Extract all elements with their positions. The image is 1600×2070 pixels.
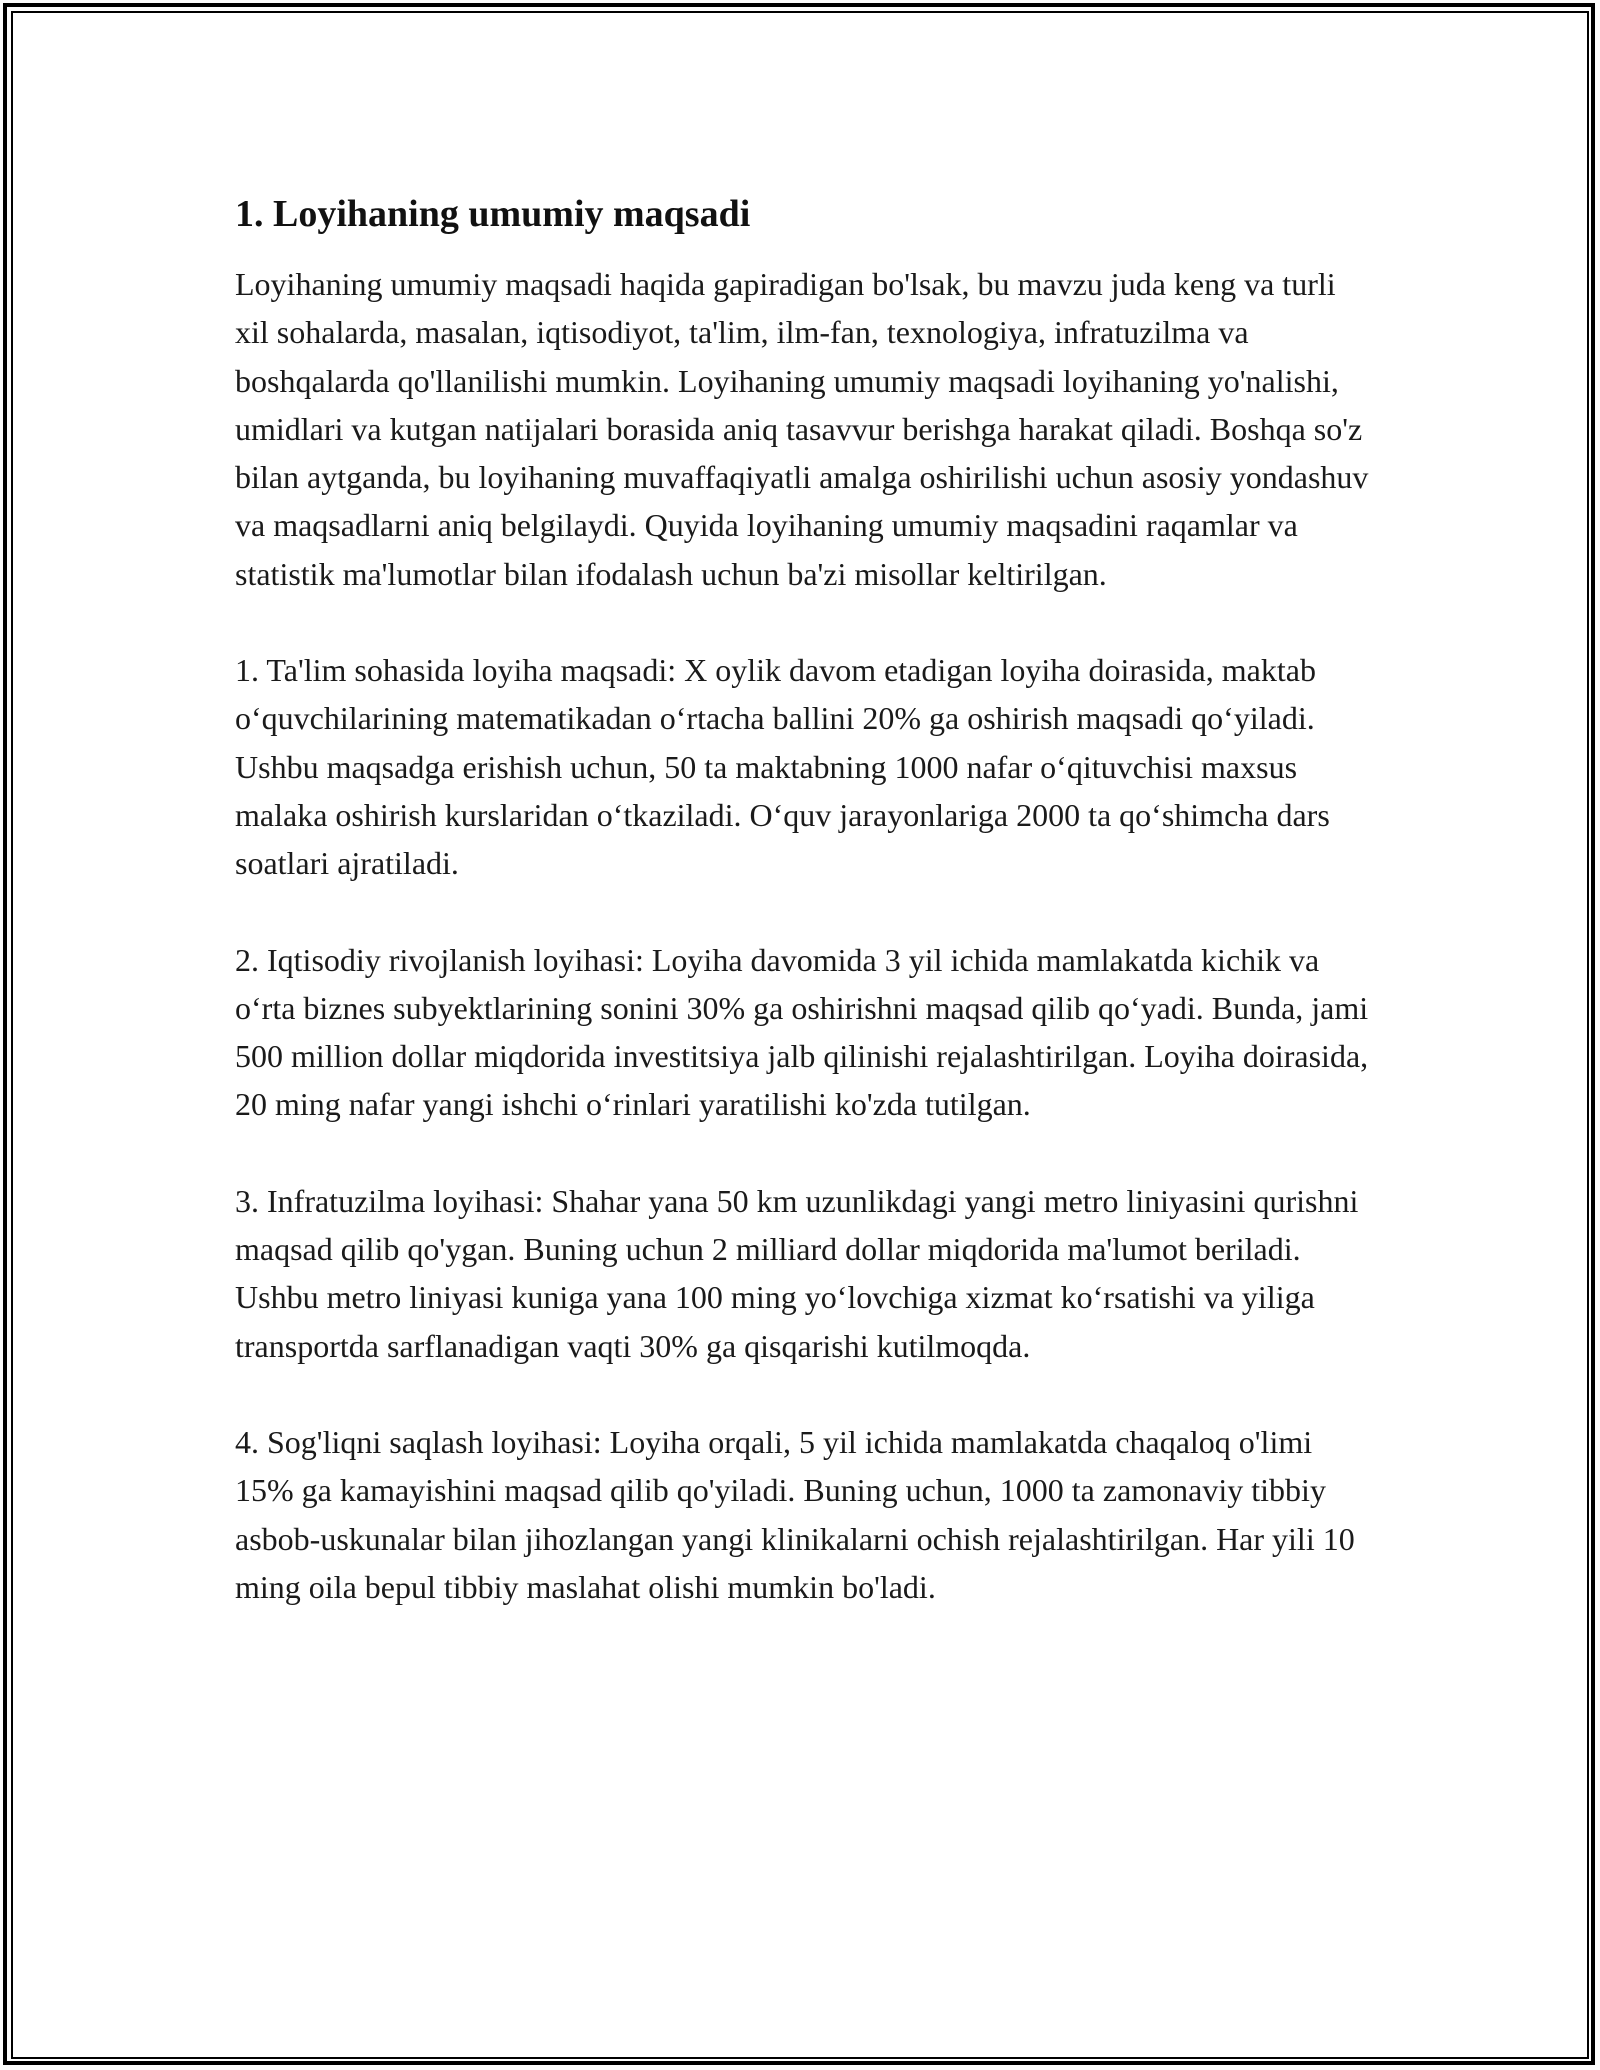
intro-paragraph: Loyihaning umumiy maqsadi haqida gapiradigan bo'lsak, bu mavzu juda keng va turli xil sohalarda, masalan, iqtisodiyot, ta'lim, ilm-fan, texnologiya, infratuzilma va boshqalarda qo'llanilishi mumkin. Loyihaning umumiy maqsadi loyihaning yo'nalishi, umidlari va kutgan natijalari borasida aniq tasavvur berishga harakat qiladi. Boshqa so'z bilan aytganda, bu loyihaning muvaffaqiyatli amalga oshirilishi uchun asosiy yondashuv va maqsadlarni aniq belgilaydi. Quyida loyihaning umumiy maqsadini raqamlar va statistik ma'lumotlar bilan ifodalash uchun ba'zi misollar keltirilgan. bbox=[235, 266, 1369, 592]
healthcare-project-paragraph: 4. Sog'liqni saqlash loyihasi: Loyiha orqali, 5 yil ichida mamlakatda chaqaloq o'limi 15% ga kamayishini maqsad qilib qo'yiladi. Buning uchun, 1000 ta zamonaviy tibbiy asbob-uskunalar bilan jihozlangan yangi klinikalarni ochish rejalashtirilgan. Har yili 10 ming oila bepul tibbiy maslahat olishi mumkin bo'ladi. bbox=[235, 1423, 1355, 1605]
economic-project-paragraph: 2. Iqtisodiy rivojlanish loyihasi: Loyiha davomida 3 yil ichida mamlakatda kichik va o‘rta biznes subyektlarining sonini 30% ga oshirishni maqsad qilib qo‘yadi. Bunda, jami 500 million dollar miqdorida investitsiya jalb qilinishi rejalashtirilgan. Loyiha doirasida, 20 ming nafar yangi ishchi o‘rinlari yaratilishi ko'zda tutilgan. bbox=[235, 941, 1369, 1123]
education-project-paragraph: 1. Ta'lim sohasida loyiha maqsadi: X oylik davom etadigan loyiha doirasida, maktab o‘quvchilarining matematikadan o‘rtacha ballini 20% ga oshirish maqsadi qo‘yiladi. Ushbu maqsadga erishish uchun, 50 ta maktabning 1000 nafar o‘qituvchisi maxsus malaka oshirish kurslaridan o‘tkaziladi. O‘quv jarayonlariga 2000 ta qo‘shimcha dars soatlari ajratiladi. bbox=[235, 652, 1330, 882]
infrastructure-project-paragraph: 3. Infratuzilma loyihasi: Shahar yana 50 km uzunlikdagi yangi metro liniyasini qurishni maqsad qilib qo'ygan. Buning uchun 2 milliard dollar miqdorida ma'lumot beriladi. Ushbu metro liniyasi kuniga yana 100 ming yo‘lovchiga xizmat ko‘rsatishi va yiliga transportda sarflanadigan vaqti 30% ga qisqarishi kutilmoqda. bbox=[235, 1182, 1359, 1364]
section-heading: 1. Loyihaning umumiy maqsadi bbox=[235, 193, 751, 235]
document-body bbox=[235, 190, 1375, 1611]
